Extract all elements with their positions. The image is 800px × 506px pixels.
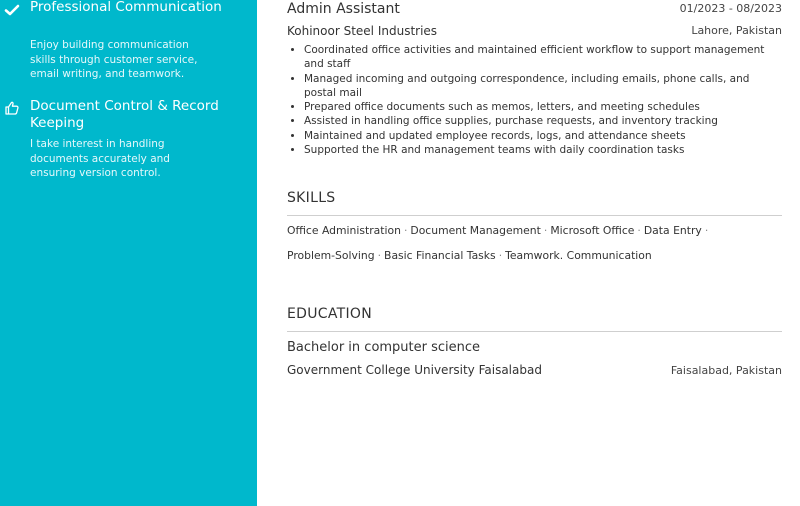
responsibility-list bbox=[304, 43, 782, 157]
school-name: Government College University Faisalabad bbox=[287, 363, 542, 377]
job-title: Admin Assistant bbox=[287, 1, 400, 17]
list-item: • Supported the HR and management teams with daily coordination tasks bbox=[304, 143, 782, 157]
company-name: Kohinoor Steel Industries bbox=[287, 24, 438, 38]
skill-separator: · bbox=[498, 249, 503, 262]
skill-separator: · bbox=[704, 224, 709, 237]
education-heading: EDUCATION bbox=[287, 306, 373, 322]
thumbs-up-icon bbox=[4, 100, 20, 116]
skills-heading: SKILLS bbox=[287, 190, 336, 206]
strength-title: Document Control & Record Keeping bbox=[30, 98, 219, 131]
list-item: • Coordinated office activities and maintained efficient workflow to support management and staff bbox=[304, 43, 782, 72]
school-location: Faisalabad, Pakistan bbox=[670, 364, 782, 377]
section-divider bbox=[287, 215, 782, 216]
skill-separator: · bbox=[543, 224, 548, 237]
skill-separator: · bbox=[637, 224, 641, 237]
list-item: • Managed incoming and outgoing correspondence, including emails, phone calls, and postal mail bbox=[304, 72, 782, 101]
skill-separator: · bbox=[377, 249, 382, 262]
job-location: Lahore, Pakistan bbox=[691, 24, 782, 37]
skill-item: Problem-Solving bbox=[287, 249, 375, 262]
skills-row bbox=[287, 249, 652, 262]
skill-item: Teamwork. Communication bbox=[505, 249, 652, 262]
section-divider bbox=[287, 331, 782, 332]
skill-item: Document Management bbox=[410, 224, 541, 237]
sidebar bbox=[0, 0, 257, 506]
strength-description: Enjoy building communication skills through customer service, email writing, and teamwork. bbox=[30, 39, 198, 80]
list-item: • Assisted in handling office supplies, purchase requests, and inventory tracking bbox=[304, 114, 782, 128]
list-item: • Maintained and updated employee records, logs, and attendance sheets bbox=[304, 129, 782, 143]
degree-title: Bachelor in computer science bbox=[287, 340, 481, 355]
strength-description: I take interest in handling documents accurately and ensuring version control. bbox=[30, 138, 170, 179]
checkmark-icon bbox=[4, 2, 20, 18]
strength-title: Professional Communication bbox=[30, 0, 222, 15]
skill-item: Data Entry bbox=[643, 224, 702, 237]
list-item: • Prepared office documents such as memos, letters, and meeting schedules bbox=[304, 100, 782, 114]
skills-row bbox=[287, 224, 711, 237]
skill-separator: · bbox=[403, 224, 408, 237]
skill-item: Basic Financial Tasks bbox=[384, 249, 496, 262]
main-content bbox=[287, 0, 782, 506]
skill-item: Office Administration bbox=[287, 224, 401, 237]
skill-item: Microsoft Office bbox=[550, 224, 635, 237]
job-dates: 01/2023 - 08/2023 bbox=[679, 2, 782, 15]
